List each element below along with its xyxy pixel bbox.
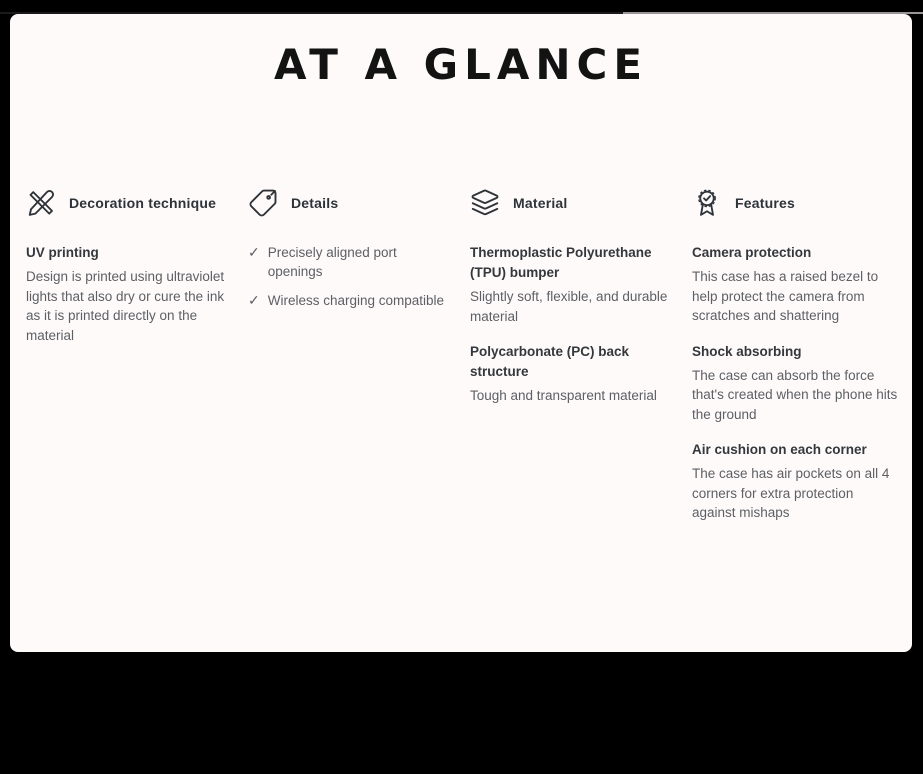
column-features [692,188,898,523]
column-label: Details [291,195,339,211]
page-title: AT A GLANCE [273,40,649,89]
pen-and-pencil-icon [26,188,56,218]
block-heading: Polycarbonate (PC) back structure [470,344,630,379]
column-header [692,188,898,218]
info-block [692,342,898,425]
column-material [470,188,676,523]
column-label: Features [735,195,795,211]
column-body [692,243,898,523]
checklist-item [248,243,454,281]
column-body [470,243,676,406]
check-icon: ✓ [248,292,260,308]
info-block [692,440,898,523]
info-block [470,342,676,406]
block-text: Slightly soft, flexible, and durable material [470,289,668,324]
block-heading: Shock absorbing [692,343,802,359]
block-text: The case has air pockets on all 4 corners for extra protection against mishaps [692,466,890,520]
column-body [26,243,232,345]
block-heading: Camera protection [692,245,812,260]
column-label: Material [513,195,568,211]
info-block [26,243,232,345]
checklist-item [248,291,454,310]
block-text: Design is printed using ultraviolet lights that also dry or cure the ink as it is printed directly on the material [26,269,225,343]
tag-icon [248,188,278,218]
block-text: Tough and transparent material [470,388,657,403]
info-block [470,243,676,326]
block-heading: Air cushion on each corner [692,442,867,457]
block-heading: UV printing [26,245,99,260]
layers-icon [470,188,500,218]
block-heading: Thermoplastic Polyurethane (TPU) bumper [470,245,652,280]
info-columns [26,188,898,523]
block-text: The case can absorb the force that's created when the phone hits the ground [692,367,898,422]
info-block [692,243,898,326]
column-header [470,188,676,218]
checklist-item-text: Precisely aligned port openings [267,245,397,279]
checklist-item-text: Wireless charging compatible [267,293,445,308]
check-icon: ✓ [248,244,260,260]
award-ribbon-icon [692,188,722,218]
column-label: Decoration technique [69,195,217,211]
column-decoration-technique [26,188,232,523]
column-details [248,188,454,523]
block-text: This case has a raised bezel to help protect the camera from scratches and shattering [692,269,879,323]
at-a-glance-card [10,14,912,652]
column-header [248,188,454,218]
details-checklist [248,243,454,310]
column-header [26,188,232,218]
